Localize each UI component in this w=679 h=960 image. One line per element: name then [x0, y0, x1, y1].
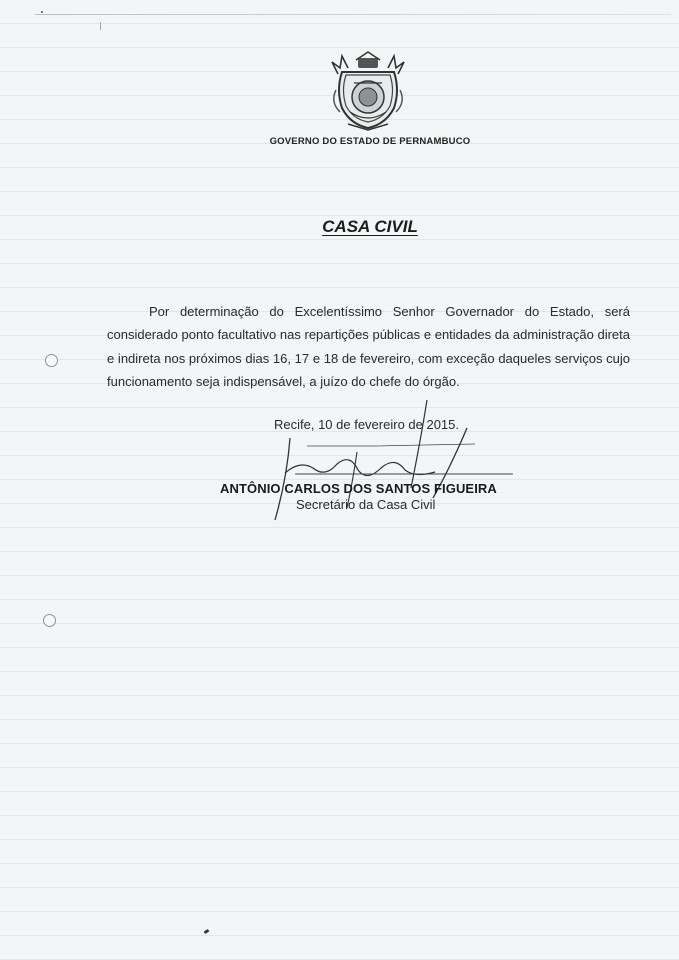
- state-seal-icon: [328, 50, 408, 132]
- government-heading: GOVERNO DO ESTADO DE PERNAMBUCO: [269, 136, 471, 147]
- scan-speck: [100, 22, 101, 30]
- punch-hole-icon: [43, 614, 56, 627]
- page-top-edge: [35, 14, 671, 15]
- scan-speck: [41, 11, 43, 13]
- decree-paragraph: Por determinação do Excelentíssimo Senhor Governador do Estado, será considerado ponto facultativo nas repartições públicas e entidades da administração direta e indireta nos próximos dias 16, 17 e 18 de fevereiro, com exceção daqueles serviços cujo funcionamento seja indispensável, a juízo do chefe do órgão.: [107, 304, 630, 389]
- scan-speck: [204, 929, 210, 934]
- place-and-date: Recife, 10 de fevereiro de 2015.: [274, 417, 460, 432]
- department-title: CASA CIVIL: [322, 217, 418, 236]
- signer-title: Secretário da Casa Civil: [296, 497, 436, 512]
- punch-hole-icon: [45, 354, 58, 367]
- decree-body: [107, 300, 630, 393]
- signer-name: ANTÔNIO CARLOS DOS SANTOS FIGUEIRA: [220, 481, 497, 496]
